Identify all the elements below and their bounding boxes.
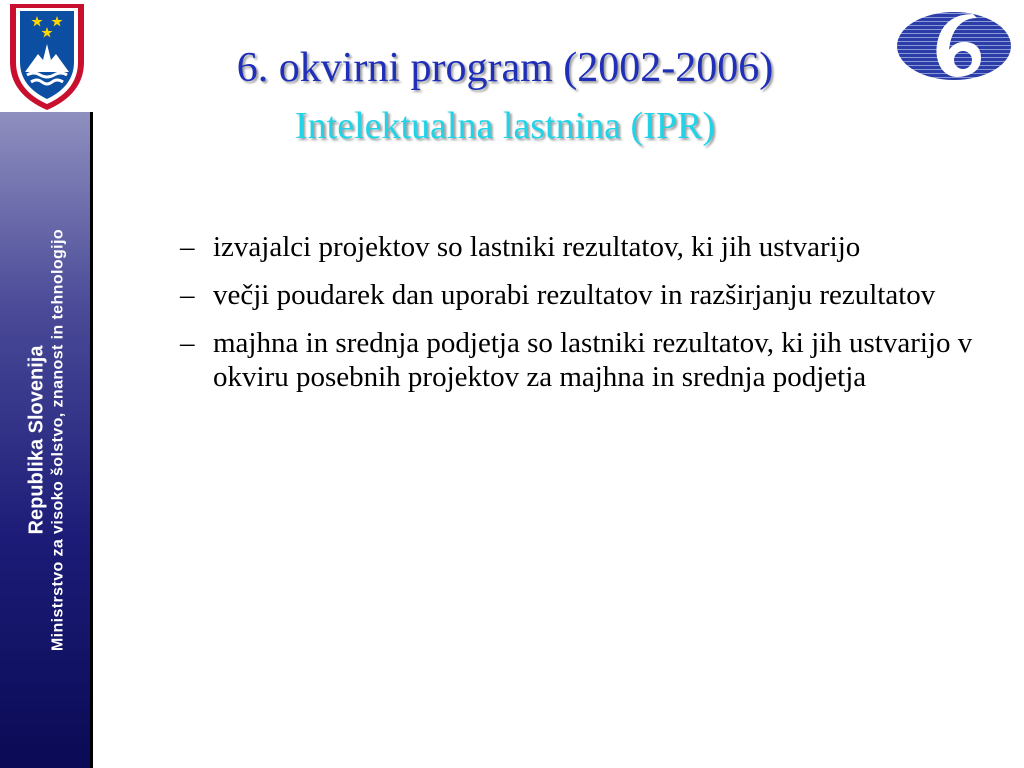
sidebar-ministry-text (24, 140, 67, 740)
sidebar-country-label: Republika Slovenija (25, 345, 48, 535)
fp6-logo-icon (895, 6, 1013, 86)
bullet-text: izvajalci projektov so lastniki rezultatov, ki jih ustvarijo (213, 231, 861, 263)
list-item (180, 326, 1000, 394)
bullet-dash: – (180, 279, 195, 311)
bullet-dash: – (180, 231, 195, 263)
bullet-text: majhna in srednja podjetja so lastniki rezultatov, ki jih ustvarijo v okviru posebnih projektov za majhna in srednja podjetja (213, 327, 973, 393)
slovenia-coat-of-arms-icon (4, 2, 90, 112)
page-subtitle: Intelektualna lastnina (IPR) (295, 105, 715, 147)
list-item (180, 278, 1000, 312)
sidebar-ministry-label: Ministrstvo za visoko šolstvo, znanost in tehnologijo (49, 228, 67, 652)
list-item (180, 230, 1000, 264)
bullet-dash: – (180, 327, 195, 359)
bullet-list (180, 230, 1000, 408)
page-title: 6. okvirni program (2002-2006) (236, 45, 774, 91)
bullet-text: večji poudarek dan uporabi rezultatov in razširjanju rezultatov (213, 279, 936, 311)
